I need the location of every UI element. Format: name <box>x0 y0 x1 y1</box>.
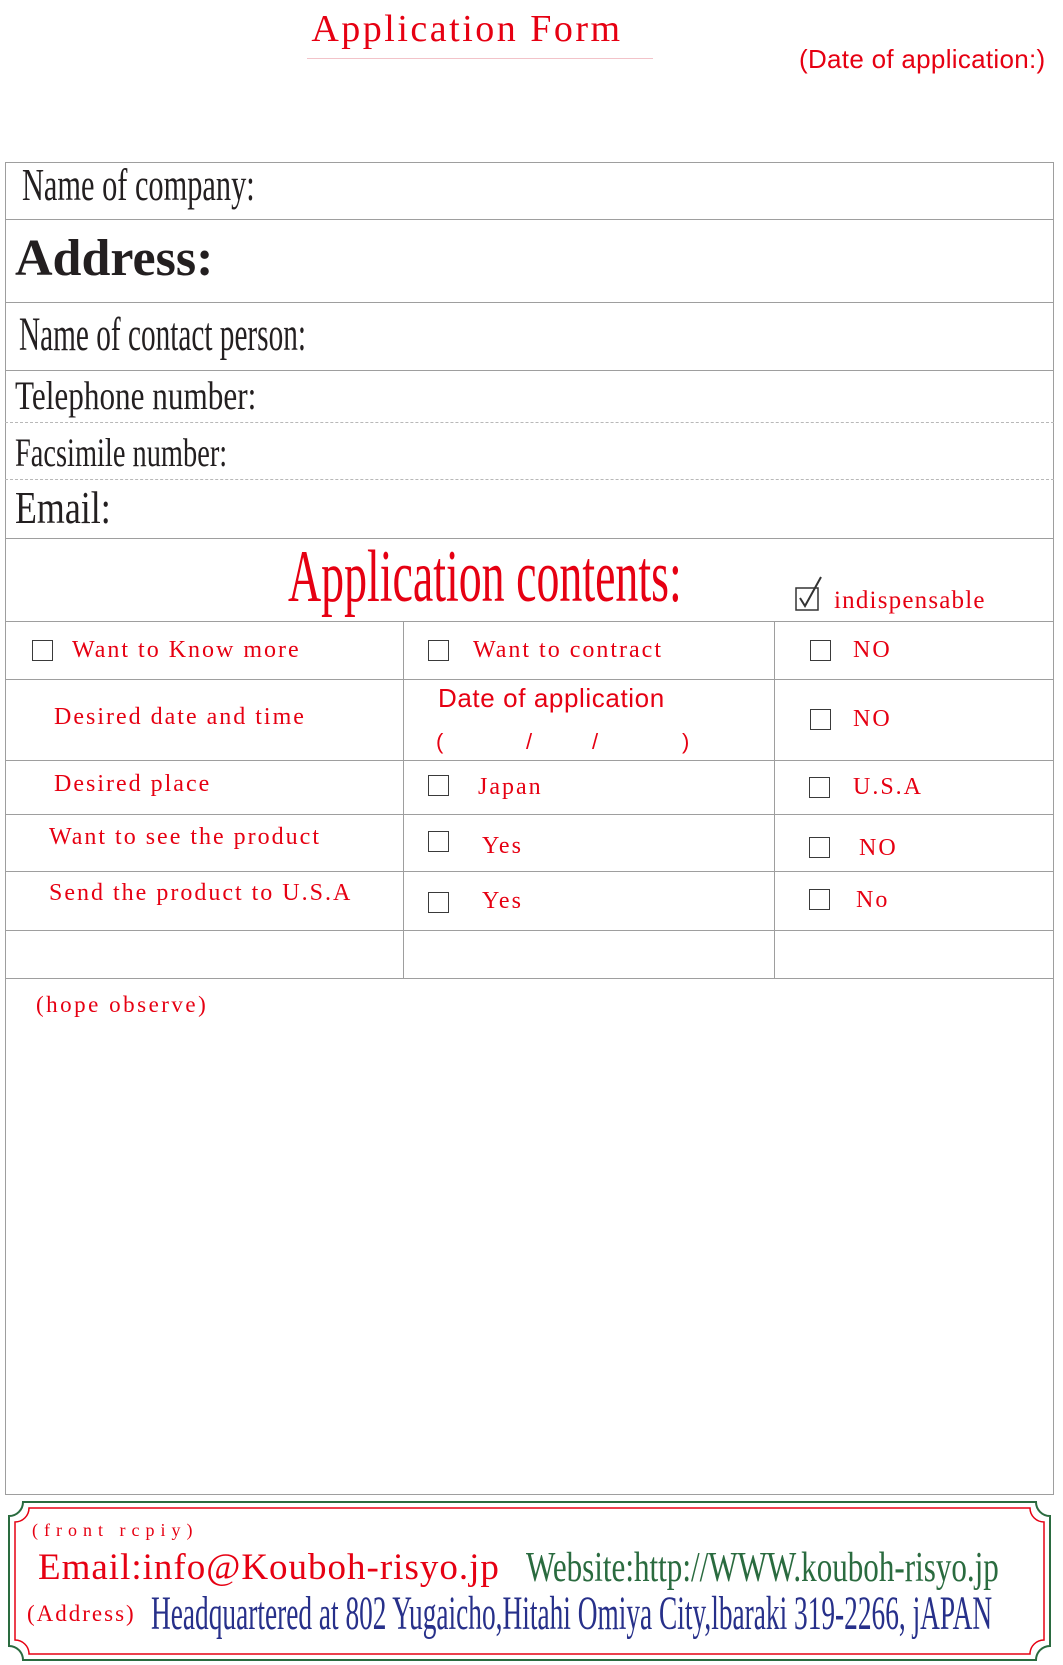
row-divider <box>5 814 1054 815</box>
row-divider <box>5 621 1054 622</box>
remarks-label: (hope observe) <box>36 992 209 1017</box>
want-to-know-more-label: Want to Know more <box>72 637 301 663</box>
blank-cell <box>776 932 1052 977</box>
footer-note: (front rcpiy) <box>32 1520 199 1540</box>
telephone-label: Telephone number: <box>15 373 257 418</box>
address-field[interactable] <box>222 221 1050 301</box>
row-divider <box>5 302 1054 303</box>
indispensable-label: indispensable <box>834 587 986 614</box>
want-to-contract-label: Want to contract <box>473 637 664 663</box>
row-divider <box>5 370 1054 371</box>
row-divider <box>5 219 1054 220</box>
see-product-question: Want to see the product <box>49 824 321 850</box>
title-underline <box>307 58 653 59</box>
place-usa-checkbox[interactable] <box>809 777 830 798</box>
contact-person-field[interactable] <box>314 304 1050 369</box>
footer-address: Headquartered at 802 Yugaicho,Hitahi Omiya City,lbaraki 319-2266, jAPAN <box>151 1587 993 1640</box>
form-title: Application Form <box>311 8 623 50</box>
application-contents-title: Application contents: <box>288 536 682 618</box>
see-product-no-checkbox[interactable] <box>809 837 830 858</box>
send-product-no-checkbox[interactable] <box>809 889 830 910</box>
column-divider <box>774 621 775 978</box>
blank-cell <box>405 932 773 977</box>
facsimile-label: Facsimile number: <box>15 430 228 475</box>
row-divider-dashed <box>5 479 1054 480</box>
date-of-application-label: (Date of application:) <box>799 44 1046 74</box>
telephone-field[interactable] <box>268 372 1050 421</box>
desired-date-label: Date of application <box>438 683 665 713</box>
send-product-yes-checkbox[interactable] <box>428 892 449 913</box>
date-open-paren: ( <box>436 729 444 754</box>
blank-cell <box>6 932 402 977</box>
remarks-field[interactable] <box>7 1018 1052 1492</box>
date-separator: / <box>592 729 599 754</box>
send-product-yes-label: Yes <box>482 888 523 914</box>
see-product-no-label: NO <box>859 835 898 861</box>
place-usa-label: U.S.A <box>853 774 924 800</box>
row-divider <box>5 679 1054 680</box>
desired-date-question: Desired date and time <box>54 704 306 730</box>
footer-email-link[interactable]: Email:info@Kouboh-risyo.jp <box>38 1547 500 1588</box>
send-product-no-label: No <box>856 887 890 913</box>
place-japan-label: Japan <box>478 774 543 800</box>
facsimile-field[interactable] <box>232 424 1050 478</box>
company-name-field[interactable] <box>262 164 1050 218</box>
desired-place-question: Desired place <box>54 771 212 797</box>
row-divider-dashed <box>5 422 1054 423</box>
contact-person-label: Name of contact person: <box>19 308 306 361</box>
row-divider <box>5 978 1054 979</box>
row-divider <box>5 930 1054 931</box>
row-divider <box>5 760 1054 761</box>
send-product-question: Send the product to U.S.A <box>49 880 353 906</box>
address-label: Address: <box>15 230 214 287</box>
desired-date-no-checkbox[interactable] <box>810 709 831 730</box>
desired-date-no-label: NO <box>853 706 892 732</box>
row-divider <box>5 871 1054 872</box>
company-name-label: Name of company: <box>22 159 255 210</box>
want-to-know-more-checkbox[interactable] <box>32 640 53 661</box>
checked-checkbox-icon <box>794 574 826 614</box>
footer-address-label: (Address) <box>27 1601 136 1626</box>
inquiry-no-checkbox[interactable] <box>810 640 831 661</box>
date-separator: / <box>526 729 533 754</box>
place-japan-checkbox[interactable] <box>428 775 449 796</box>
want-to-contract-checkbox[interactable] <box>428 640 449 661</box>
see-product-yes-checkbox[interactable] <box>428 831 449 852</box>
see-product-yes-label: Yes <box>482 833 523 859</box>
footer-website-link[interactable]: Website:http://WWW.kouboh-risyo.jp <box>526 1545 999 1591</box>
column-divider <box>403 621 404 978</box>
desired-date-field[interactable] <box>450 727 678 755</box>
inquiry-no-label: NO <box>853 637 892 663</box>
email-field[interactable] <box>118 481 1050 537</box>
email-label: Email: <box>15 482 111 533</box>
date-close-paren: ) <box>682 729 690 754</box>
